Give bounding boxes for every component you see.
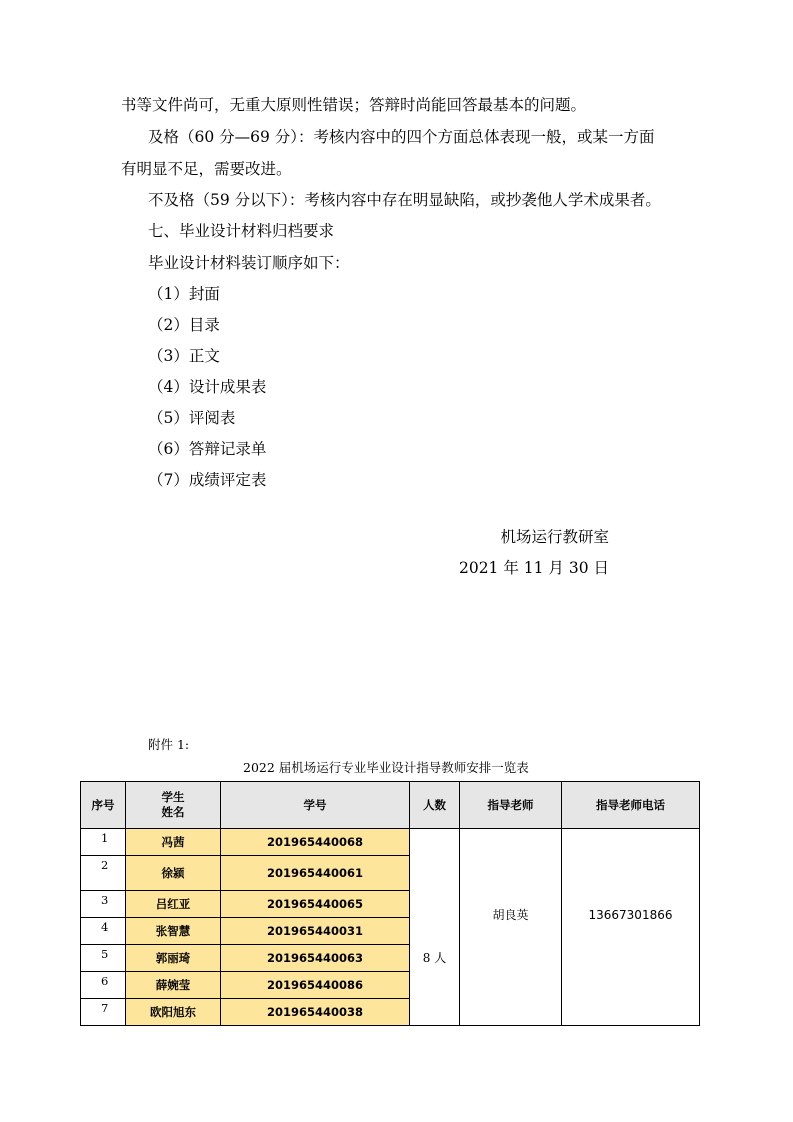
student-count: 8 人 bbox=[410, 829, 460, 1026]
student-name: 张智慧 bbox=[126, 918, 221, 945]
list-item: （1）封面 bbox=[148, 285, 220, 303]
student-name: 郭丽琦 bbox=[126, 945, 221, 972]
paragraph-line: 毕业设计材料装订顺序如下： bbox=[148, 254, 350, 272]
teacher-name: 胡良英 bbox=[460, 829, 562, 1026]
header-name-line2: 姓名 bbox=[161, 805, 185, 819]
list-item: （7）成绩评定表 bbox=[148, 471, 267, 489]
row-index: 4 bbox=[81, 918, 126, 945]
student-id: 201965440031 bbox=[221, 918, 410, 945]
paragraph-line: 书等文件尚可，无重大原则性错误；答辩时尚能回答最基本的问题。 bbox=[121, 96, 587, 114]
row-index: 1 bbox=[81, 829, 126, 856]
header-count: 人数 bbox=[410, 782, 460, 829]
student-id: 201965440038 bbox=[221, 999, 410, 1026]
row-index: 2 bbox=[81, 856, 126, 891]
student-name: 薛婉莹 bbox=[126, 972, 221, 999]
row-index: 5 bbox=[81, 945, 126, 972]
student-name: 欧阳旭东 bbox=[126, 999, 221, 1026]
list-item: （5）评阅表 bbox=[148, 409, 236, 427]
paragraph-line: 及格（60 分—69 分）：考核内容中的四个方面总体表现一般，或某一方面 bbox=[148, 128, 655, 146]
teacher-assignment-table bbox=[80, 781, 700, 1026]
student-id: 201965440061 bbox=[221, 856, 410, 891]
list-item: （2）目录 bbox=[148, 316, 220, 334]
signature-department: 机场运行教研室 bbox=[500, 528, 609, 546]
student-id: 201965440063 bbox=[221, 945, 410, 972]
header-name-line1: 学生 bbox=[161, 790, 185, 804]
attachment-label: 附件 1: bbox=[148, 737, 190, 752]
header-phone: 指导老师电话 bbox=[562, 782, 700, 829]
list-item: （3）正文 bbox=[148, 347, 220, 365]
list-item: （6）答辩记录单 bbox=[148, 440, 267, 458]
header-student-id: 学号 bbox=[221, 782, 410, 829]
teacher-phone: 13667301866 bbox=[562, 829, 700, 1026]
row-index: 6 bbox=[81, 972, 126, 999]
header-teacher: 指导老师 bbox=[460, 782, 562, 829]
row-index: 3 bbox=[81, 891, 126, 918]
signature-date: 2021 年 11 月 30 日 bbox=[458, 559, 609, 577]
table-row bbox=[81, 829, 700, 856]
student-id: 201965440065 bbox=[221, 891, 410, 918]
student-name: 冯茜 bbox=[126, 829, 221, 856]
row-index: 7 bbox=[81, 999, 126, 1026]
header-student-name bbox=[126, 782, 221, 829]
header-index: 序号 bbox=[81, 782, 126, 829]
section-heading: 七、毕业设计材料归档要求 bbox=[148, 222, 335, 240]
list-item: （4）设计成果表 bbox=[148, 378, 267, 396]
paragraph-line: 不及格（59 分以下）：考核内容中存在明显缺陷，或抄袭他人学术成果者。 bbox=[148, 191, 661, 209]
student-name: 徐颍 bbox=[126, 856, 221, 891]
student-name: 吕红亚 bbox=[126, 891, 221, 918]
student-id: 201965440068 bbox=[221, 829, 410, 856]
student-id: 201965440086 bbox=[221, 972, 410, 999]
table-header-row bbox=[81, 782, 700, 829]
table-title: 2022 届机场运行专业毕业设计指导教师安排一览表 bbox=[243, 760, 529, 775]
paragraph-line: 有明显不足，需要改进。 bbox=[121, 160, 292, 178]
